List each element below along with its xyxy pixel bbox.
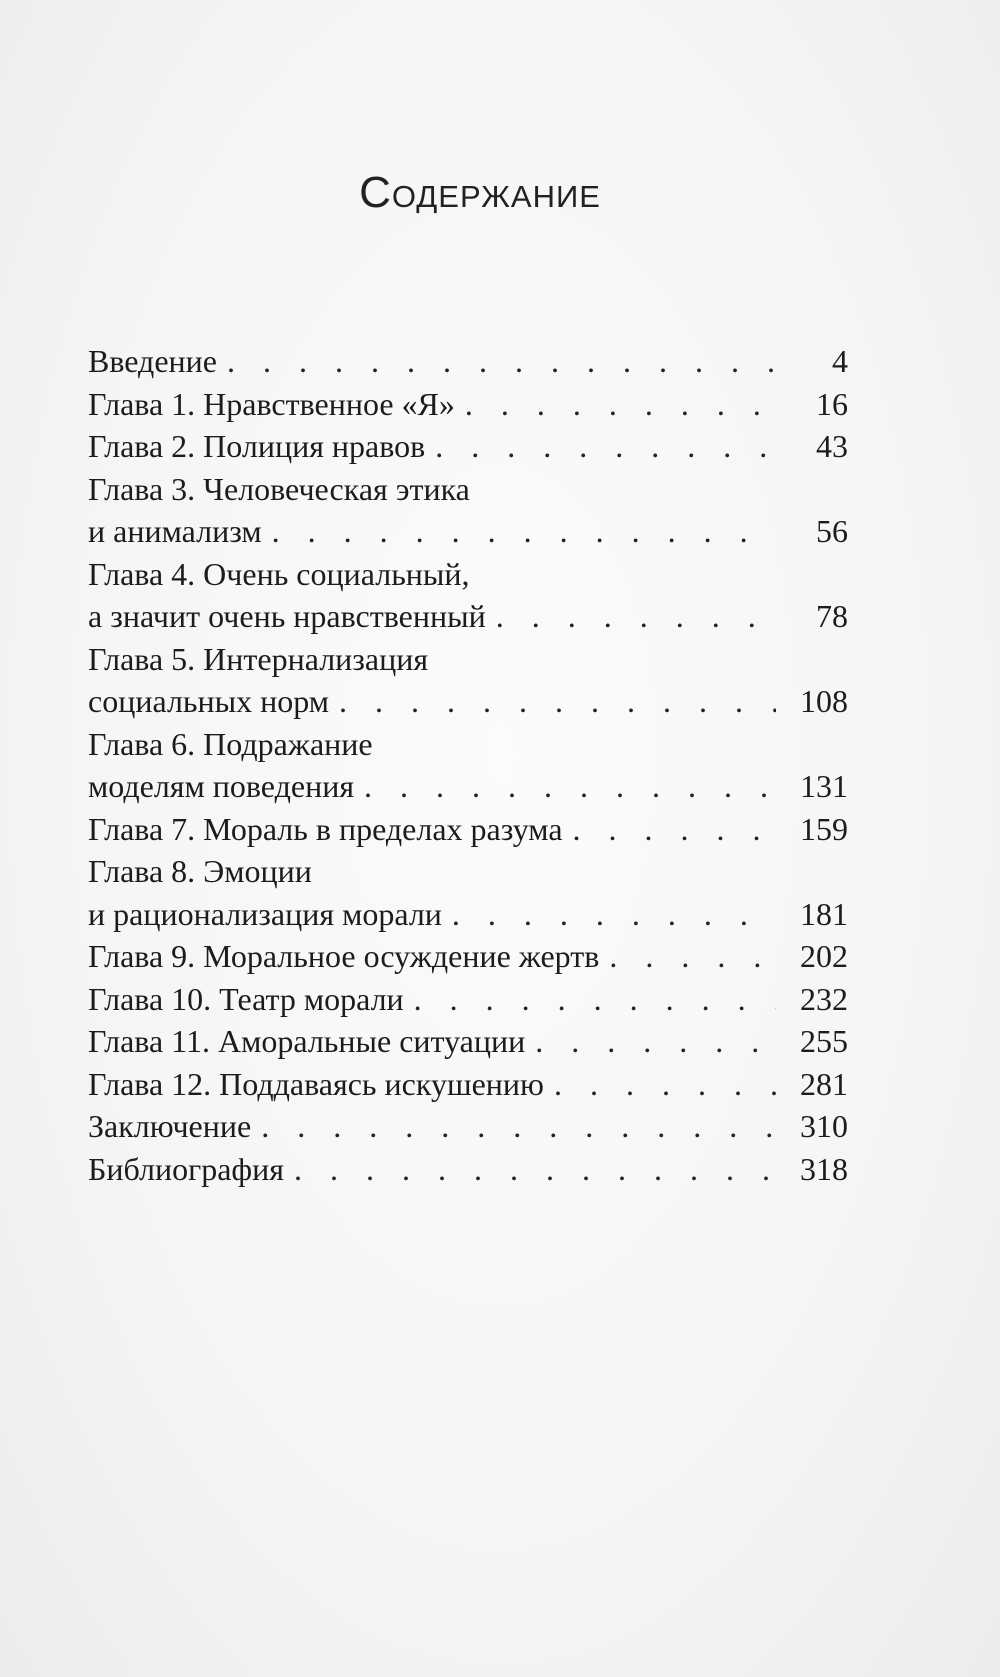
toc-entry-line [88,468,848,511]
toc-entry-title: Заключение [88,1108,252,1144]
dot-leader [535,1020,776,1063]
toc-entry-title: Введение [88,343,217,379]
dot-leader [339,680,776,723]
toc-entry-title: Глава 2. Полиция нравов [88,428,426,464]
dot-leader [364,765,776,808]
toc-entry-line [88,935,848,978]
toc-page-number: 281 [800,1065,848,1102]
toc-entry-title: Глава 8. Эмоции [88,853,312,889]
toc-entry [88,1105,848,1148]
dot-leader [294,1148,776,1191]
toc-entry [88,553,848,638]
toc-entry [88,850,848,935]
toc-entry-title: Глава 9. Моральное осуждение жертв [88,938,600,974]
toc-entry-title: и рационализация морали [88,895,442,932]
dot-leader [609,935,776,978]
page-title: Содержание [359,168,601,217]
toc-entry-line [88,808,848,851]
toc-entry [88,935,848,978]
toc-entry-line [88,680,848,723]
dot-leader [452,893,776,936]
dot-leader [272,510,776,553]
toc-entry-line [88,638,848,681]
toc-entry-title: Глава 12. Поддаваясь искушению [88,1065,544,1102]
dot-leader [573,808,776,851]
toc-page-number: 131 [800,768,848,804]
toc-entry-line [88,425,848,468]
toc-entry-title: Глава 10. Театр морали [88,980,404,1017]
toc-entry-line [88,1105,848,1148]
toc-entry-line [88,765,848,808]
toc-entry [88,425,848,468]
toc-entry [88,638,848,723]
toc-page-number: 108 [800,683,848,719]
toc-page-number: 202 [800,938,848,974]
toc-entry-line [88,595,848,638]
toc-page-number: 16 [816,385,848,422]
toc-entry-line [88,1148,848,1191]
toc-entry-title: а значит очень нравственный [88,598,486,634]
toc-entry [88,978,848,1021]
toc-entry-title: и анимализм [88,513,262,549]
toc-entry-title: Глава 1. Нравственное «Я» [88,385,455,422]
dot-leader [414,978,776,1021]
toc-entry-title: Глава 7. Мораль в пределах разума [88,810,563,847]
toc-entry [88,340,848,383]
toc-entry-line [88,510,848,553]
toc-page-number: 56 [816,513,848,549]
toc-entry-title: моделям поведения [88,768,355,804]
toc-entry-line [88,723,848,766]
toc-page-number: 43 [816,428,848,464]
dot-leader [435,425,776,468]
dot-leader [261,1105,776,1148]
dot-leader [465,383,776,426]
toc-page-number: 4 [832,343,848,379]
toc-entry [88,808,848,851]
toc-entry-line [88,383,848,426]
toc-entry-line [88,553,848,596]
toc-entry [88,1063,848,1106]
table-of-contents [88,340,848,1190]
toc-entry-title: социальных норм [88,683,330,719]
toc-entry-title: Глава 5. Интернализация [88,640,429,677]
toc-entry [88,1020,848,1063]
toc-entry-title: Глава 11. Аморальные ситуации [88,1023,526,1059]
toc-page-number: 159 [800,810,848,847]
dot-leader [554,1063,776,1106]
toc-entry-line [88,1020,848,1063]
dot-leader [496,595,776,638]
toc-page-number: 318 [800,1150,848,1187]
toc-entry-line [88,978,848,1021]
toc-entry-title: Глава 6. Подражание [88,725,373,762]
toc-page-number: 310 [800,1108,848,1144]
dot-leader [227,340,776,383]
toc-entry [88,723,848,808]
toc-entry-title: Глава 3. Человеческая этика [88,470,470,507]
toc-entry-title: Библиография [88,1150,284,1187]
toc-entry [88,468,848,553]
toc-page-number: 78 [816,598,848,634]
toc-entry-line [88,850,848,893]
toc-page-number: 255 [800,1023,848,1059]
toc-entry [88,383,848,426]
toc-page-number: 181 [800,895,848,932]
toc-entry [88,1148,848,1191]
toc-entry-line [88,340,848,383]
toc-entry-line [88,1063,848,1106]
toc-entry-line [88,893,848,936]
toc-page-number: 232 [800,980,848,1017]
toc-entry-title: Глава 4. Очень социальный, [88,555,470,592]
